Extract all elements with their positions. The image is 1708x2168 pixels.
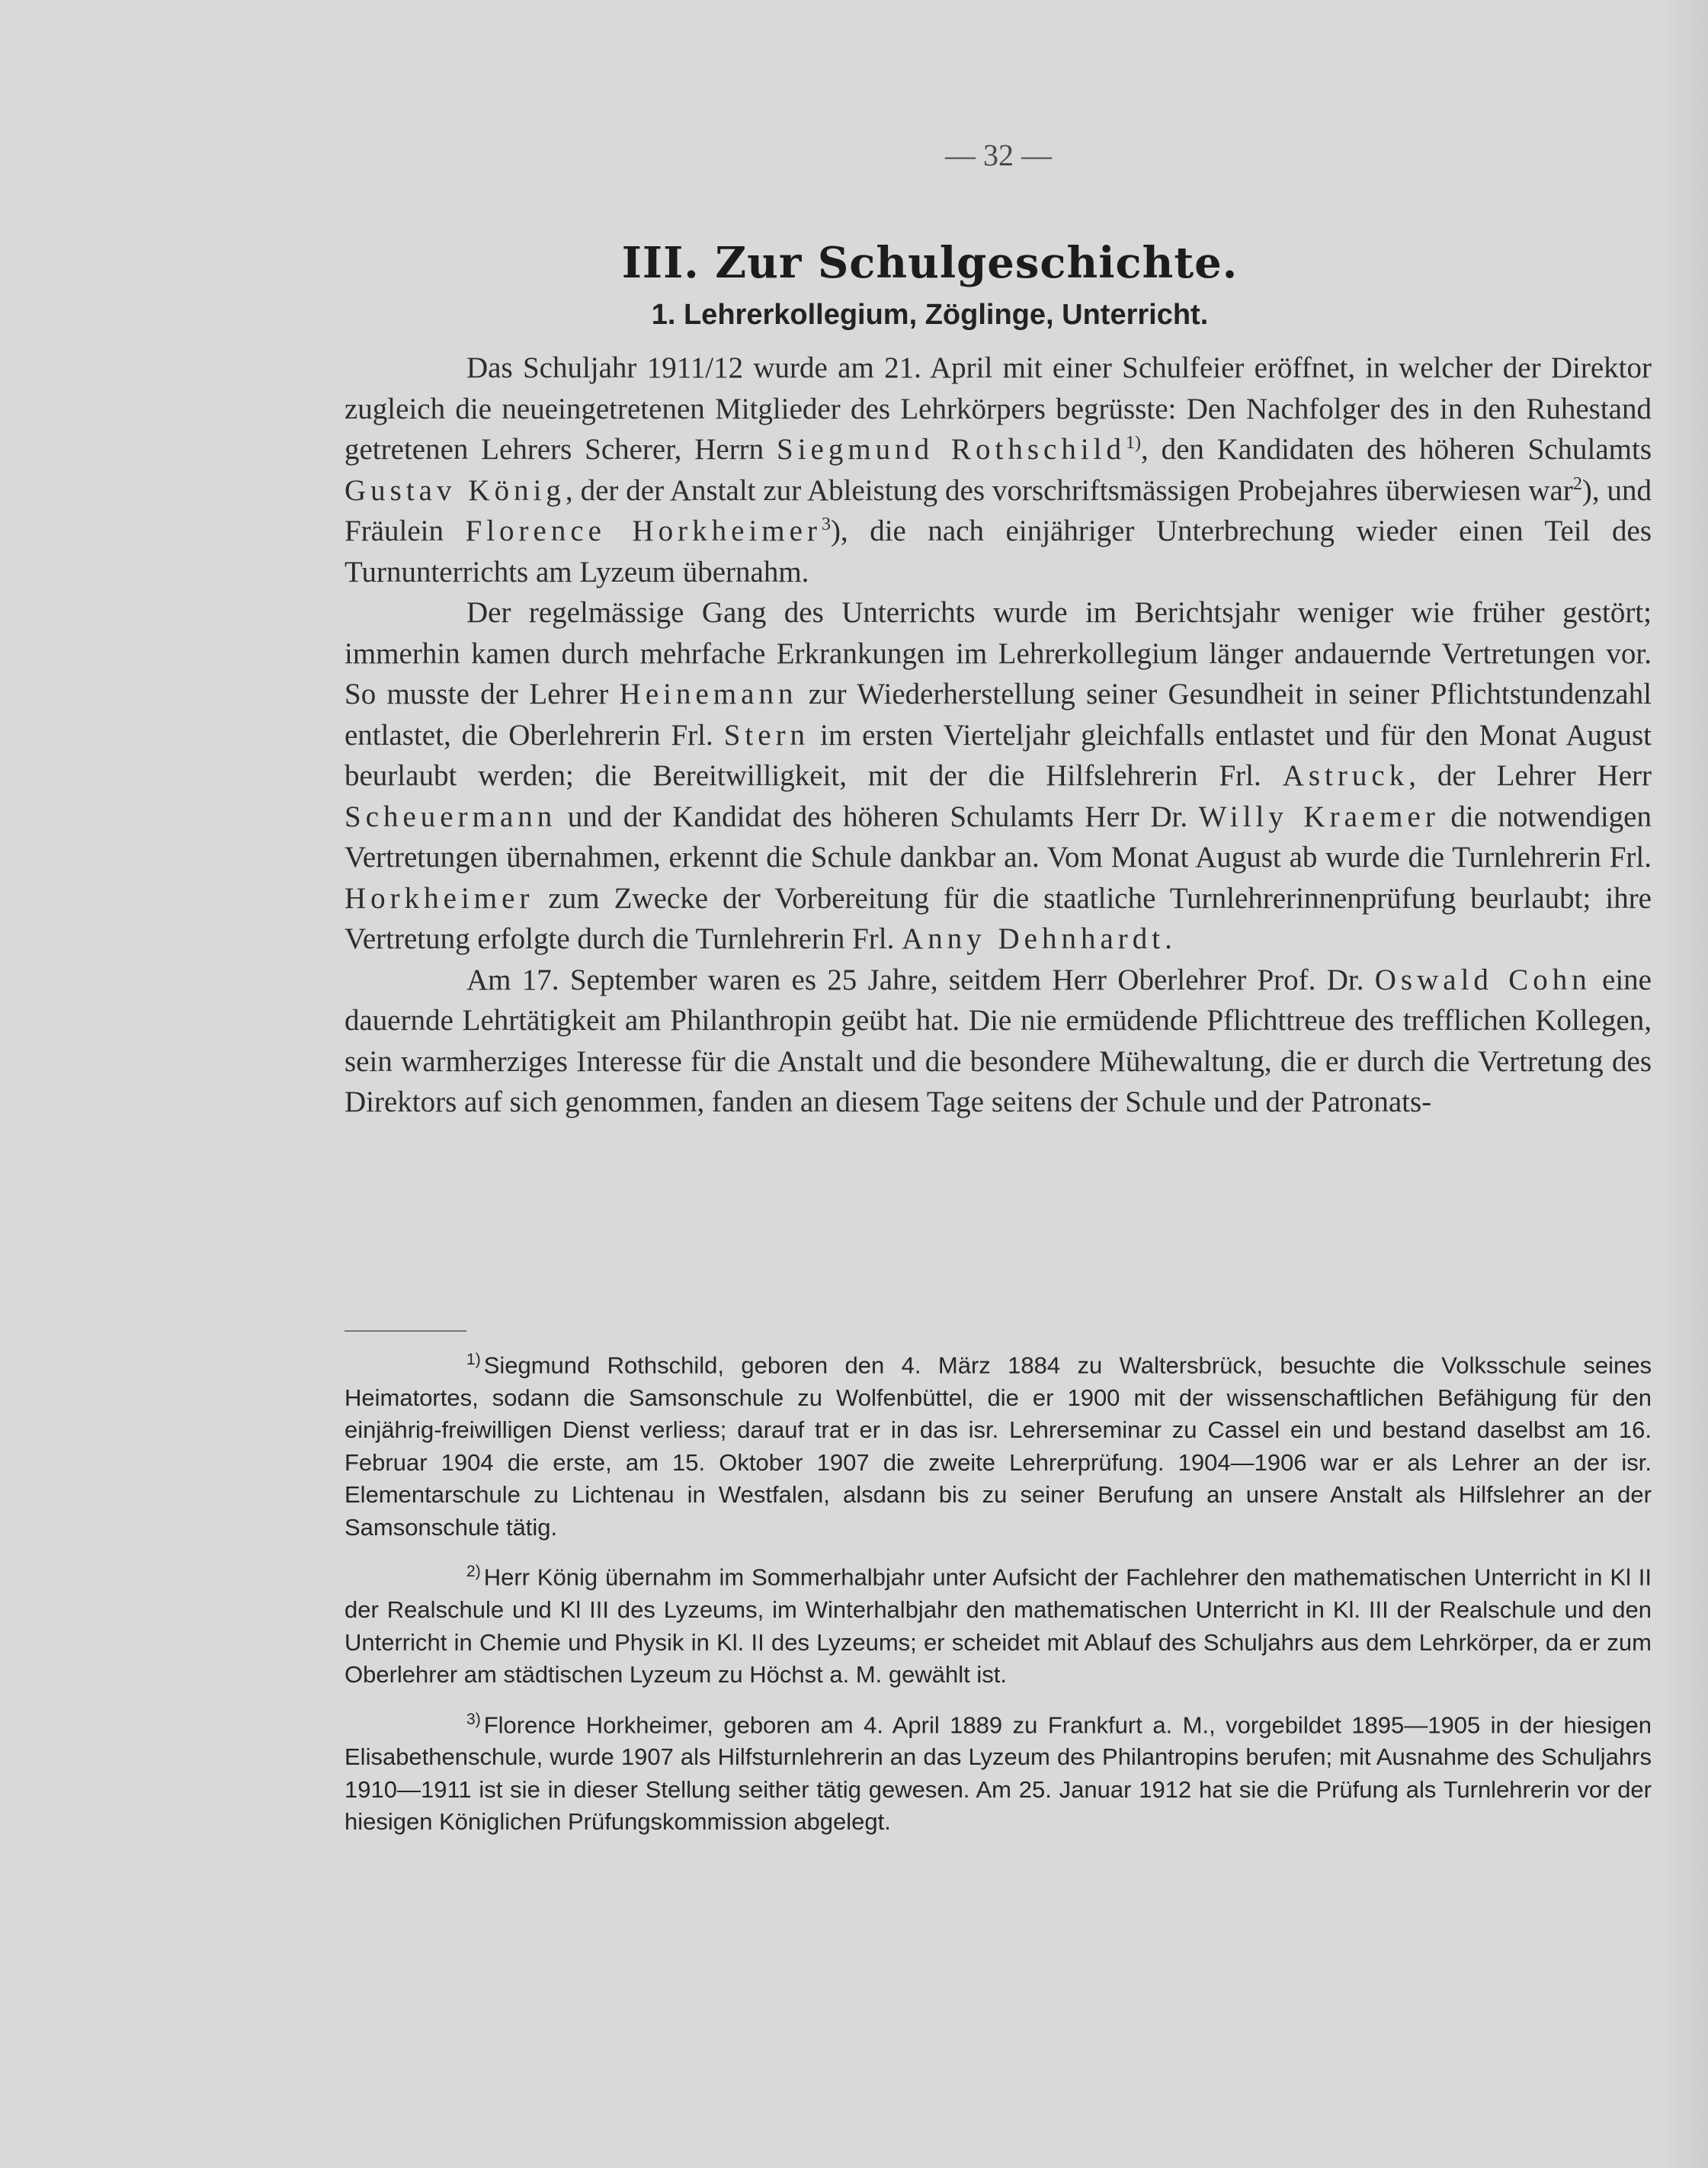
footnote-ref: 1) [1126, 433, 1141, 453]
footnote-ref: 3 [821, 515, 831, 534]
footnotes [344, 1344, 1652, 1851]
subsection-title: 1. Lehrerkollegium, Zöglinge, Unterricht. [651, 299, 1209, 331]
footnote-ref: 2 [1572, 473, 1582, 494]
footnote [344, 1704, 1652, 1839]
footnote [344, 1344, 1652, 1544]
paragraph-anniversary: Am 17. September waren es 25 Jahre, seitdem Herr Oberlehrer Prof. Dr. Oswald Cohn eine dauernde Lehrtätigkeit am Philanthropin geübt hat. Die nie ermüdende Pflichttreue des trefflichen Kollegen, sein warmherziges Interesse für die Anstalt und die besondere Mühewaltung, die er durch die Vertretung des Direktors auf sich genommen, fanden an diesem Tage seitens der Schule und der Patronats- [344, 963, 1652, 1118]
footnote-divider [344, 1330, 466, 1332]
person-name: Horkheimer [344, 881, 534, 915]
footnote-text: Florence Horkheimer, geboren am 4. April 1889 zu Frankfurt a. M., vorgebildet 1895—1905 in der hiesigen Elisabethenschule, wurde 1907 als Hilfsturnlehrerin an das Lyzeum des Philantropins berufen; mit Ausnahme des Schuljahrs 1910—1911 ist sie in dieser Stellung seither tätig gewesen. Am 25. Januar 1912 hat sie die Prüfung als Turnlehrerin vor der hiesigen Königlichen Prüfungskommission abgelegt. [344, 1711, 1652, 1836]
person-name: Astruck [1282, 759, 1409, 792]
person-name: Siegmund Rothschild [777, 433, 1126, 466]
person-name: Willy Kraemer [1198, 800, 1440, 833]
person-name: Scheuermann [344, 800, 557, 833]
footnote-text: Siegmund Rothschild, geboren den 4. März 1884 zu Waltersbrück, besuchte die Volksschule seines Heimatortes, sodann die Samsonschule zu Wolfenbüttel, die er 1900 mit der wissenschaftlichen Befähigung für den einjährig-freiwilligen Dienst verliess; darauf trat er in das isr. Lehrerseminar zu Cassel ein und bestand daselbst am 16. Februar 1904 die erste, am 15. Oktober 1907 die zweite Lehrerprüfung. 1904—1906 war er als Lehrer an der isr. Elementarschule zu Lichtenau in Westfalen, alsdann bis zu seiner Berufung an unsere Anstalt als Hilfslehrer an der Samsonschule tätig. [344, 1352, 1652, 1541]
page-edge-shadow [1662, 0, 1708, 2168]
person-name: Heinemann [619, 678, 798, 710]
footnote [344, 1556, 1652, 1691]
person-name: Stern [723, 718, 810, 752]
paragraph-substitutions: Der regelmässige Gang des Unterrichts wurde im Berichtsjahr weniger wie früher gestört; immerhin kamen durch mehrfache Erkrankungen im Lehrerkollegium länger andauernde Vertretungen vor. So musste der Lehrer Heinemann zur Wiederherstellung seiner Gesundheit in seiner Pflichtstundenzahl entlastet, die Oberlehrerin Frl. Stern im ersten Vierteljahr gleichfalls entlastet und für den Monat August beurlaubt werden; die Bereitwilligkeit, mit der die Hilfslehrerin Frl. Astruck, der Lehrer Herr Scheuermann und der Kandidat des höheren Schulamts Herr Dr. Willy Kraemer die notwendigen Vertretungen übernahmen, erkennt die Schule dankbar an. Vom Monat August ab wurde die Turnlehrerin Frl. Horkheimer zum Zwecke der Vorbereitung für die staatliche Turnlehrerinnenprüfung beurlaubt; ihre Vertretung erfolgte durch die Turnlehrerin Frl. Anny Dehnhardt. [344, 596, 1652, 955]
page-number: — 32 — [945, 138, 1052, 172]
footnote-text: Herr König übernahm im Sommerhalbjahr unter Aufsicht der Fachlehrer den mathematischen Unterricht in Kl II der Realschule und Kl III des Lyzeums, im Winterhalbjahr den mathematischen Unterricht in Kl. III der Realschule und den Unterricht in Chemie und Physik in Kl. II des Lyzeums; er scheidet mit Ablauf des Schuljahrs aus dem Lehrkörper, da er zum Oberlehrer am städtischen Lyzeum zu Höchst a. M. gewählt ist. [344, 1563, 1652, 1689]
footnote-mark: 2) [466, 1563, 481, 1581]
paragraph-opening: Das Schuljahr 1911/12 wurde am 21. April mit einer Schulfeier eröffnet, in welcher der Direktor zugleich die neueingetretenen Mitglieder des Lehrkörpers begrüsste: Den Nachfolger des in den Ruhestand getretenen Lehrers Scherer, Herrn Siegmund Rothschild$^{1)}$, den Kandidaten des höheren Schulamts Gustav König, der der Anstalt zur Ableistung des vorschriftsmässigen Probejahres überwiesen war$^2$), und Fräulein Florence Horkheimer$^3$), die nach einjähriger Unterbrechung wieder einen Teil des Turnunterrichts am Lyzeum übernahm. [344, 351, 1652, 589]
footnote-mark: 3) [466, 1710, 481, 1728]
person-name: Oswald Cohn [1374, 963, 1591, 996]
footnote-mark: 1) [466, 1351, 481, 1368]
person-name: Anny Dehnhardt [902, 922, 1165, 955]
section-title: III. Zur Schulgeschichte. [621, 238, 1239, 288]
body-text [344, 348, 1652, 1123]
person-name: Florence Horkheimer [465, 515, 822, 547]
person-name: Gustav König [344, 473, 566, 507]
